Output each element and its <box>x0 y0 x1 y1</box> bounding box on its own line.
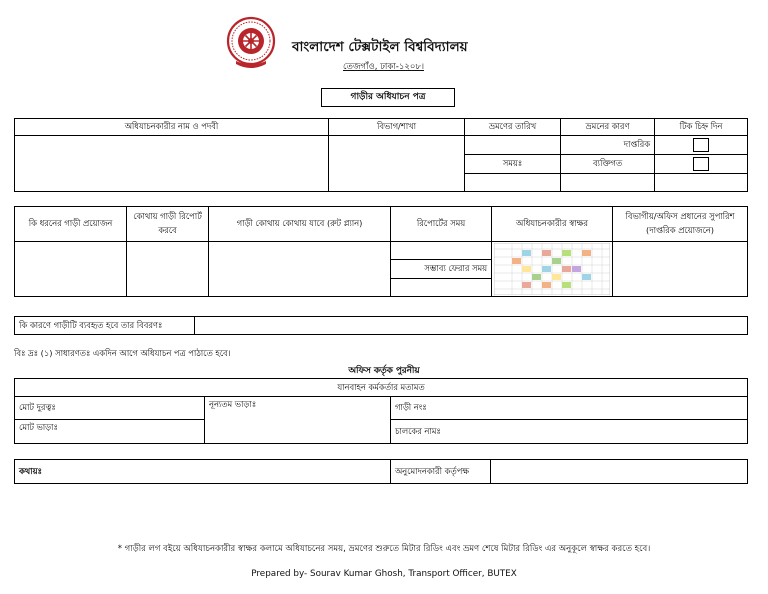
official-checkbox[interactable] <box>693 138 709 152</box>
col-header-signature: অধিযাচনকারীর স্বাক্ষর <box>492 207 613 242</box>
recommendation-field[interactable] <box>613 242 748 297</box>
col-header-recommendation: বিভাগীয়/অফিস প্রধানের সুপারিশ (দাপ্তরিক প্রয়োজনে) <box>613 207 748 242</box>
return-time-field[interactable] <box>391 278 492 296</box>
reason-extra-field[interactable] <box>561 174 655 192</box>
purpose-label: কি কারণে গাড়ীটি ব্যবহৃত হবে তার বিবরণঃ <box>15 317 195 335</box>
tick-personal-cell <box>655 155 748 174</box>
col-header-route: গাড়ী কোথায় কোথায় যাবে (রুট প্ল্যান) <box>209 207 391 242</box>
purpose-table <box>14 316 748 335</box>
col-header-travel-reason: ভ্রমনের কারণ <box>561 119 655 136</box>
col-header-department: বিভাগ/শাখা <box>329 119 465 136</box>
total-fare-label[interactable]: মোট ভাড়াঃ <box>15 420 205 444</box>
approving-authority-label: অনুমোদনকারী কর্তৃপক্ষ <box>391 460 491 484</box>
office-section-title: অফিস কর্তৃক পুরনীয় <box>348 366 420 376</box>
col-header-name: অধিযাচনকারীর নাম ও পদবী <box>15 119 329 136</box>
university-name: বাংলাদেশ টেক্সটাইল বিশ্ববিদ্যালয় <box>292 39 468 55</box>
name-field[interactable] <box>15 136 329 192</box>
department-field[interactable] <box>329 136 465 192</box>
reason-official-label: দাপ্তরিক <box>561 136 655 155</box>
tick-extra-field[interactable] <box>655 174 748 192</box>
time-field[interactable] <box>465 174 561 192</box>
officer-opinion-header: যানবাহন কর্মকর্তার মতামত <box>15 379 748 397</box>
total-distance-label[interactable]: মোট দুরত্বঃ <box>15 397 205 420</box>
return-time-label: সম্ভাব্য ফেরার সময় <box>391 260 492 278</box>
approving-authority-field[interactable] <box>491 460 748 484</box>
approval-table <box>14 459 748 484</box>
col-header-tick: টিক চিহ্ন দিন <box>655 119 748 136</box>
personal-checkbox[interactable] <box>693 157 709 171</box>
vehicle-request-table <box>14 206 748 297</box>
col-header-report-where: কোথায় গাড়ী রিপোর্ট করবে <box>127 207 209 242</box>
col-header-travel-date: ভ্রমণের তারিখ <box>465 119 561 136</box>
time-label: সময়ঃ <box>465 155 561 174</box>
office-use-table <box>14 378 748 444</box>
driver-name-label[interactable]: চালকের নামঃ <box>391 420 748 444</box>
requester-info-table <box>14 118 748 192</box>
in-words-label[interactable]: কথায়ঃ <box>15 460 391 484</box>
travel-date-field[interactable] <box>465 136 561 155</box>
col-header-vehicle-type: কি ধরনের গাড়ী প্রয়োজন <box>15 207 127 242</box>
reason-personal-label: ব্যক্তিগত <box>561 155 655 174</box>
university-address: তেজগাঁও, ঢাকা-১২০৮। <box>343 62 425 72</box>
university-logo <box>226 16 276 72</box>
col-header-report-time: রিপোর্টের সময় <box>391 207 492 242</box>
min-fare-label[interactable]: নূন্যতম ভাড়াঃ <box>205 397 391 444</box>
signature-field[interactable] <box>492 242 613 297</box>
embedded-spreadsheet-image <box>494 243 610 295</box>
prepared-by-text: Prepared by- Sourav Kumar Ghosh, Transport Officer, BUTEX <box>251 569 517 579</box>
report-where-field[interactable] <box>127 242 209 297</box>
footnote-text: * গাড়ীর লগ বইয়ে অধিযাচনকারীর স্বাক্ষর কলামে অধিযাচনের সময়, ভ্রমণের শুরুতে মিটার রিডিং এবং ভ্রমণ শেষে মিটার রিডিং এর অনুকূলে স্বাক্ষর করতে হবে। <box>117 544 651 554</box>
vehicle-no-label[interactable]: গাড়ী নংঃ <box>391 397 748 420</box>
route-field[interactable] <box>209 242 391 297</box>
tick-official-cell <box>655 136 748 155</box>
form-title: গাড়ীর অধিযাচন পত্র <box>321 88 455 107</box>
note-text: বিঃ দ্রঃ (১) সাধারণতঃ একদিন আগে অধিযাচন পত্র পাঠাতে হবে। <box>14 348 231 358</box>
vehicle-type-field[interactable] <box>15 242 127 297</box>
purpose-field[interactable] <box>195 317 748 335</box>
report-time-field[interactable] <box>391 242 492 260</box>
